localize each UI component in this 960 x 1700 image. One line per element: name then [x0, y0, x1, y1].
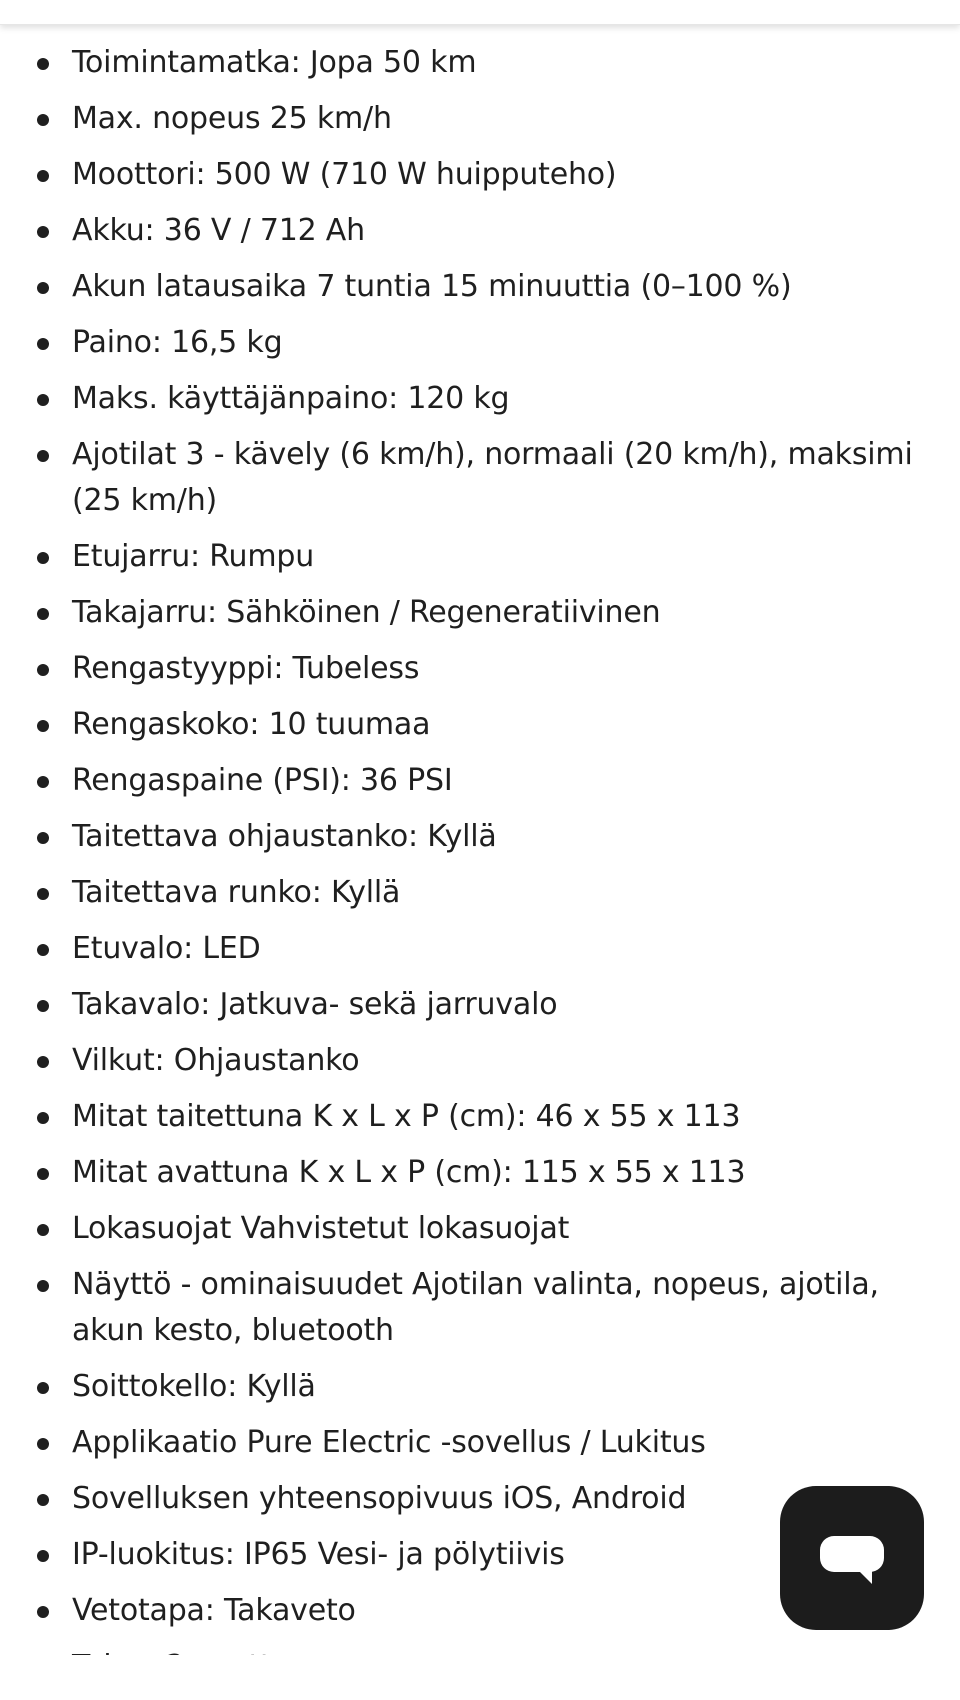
bullet-icon — [37, 1056, 49, 1068]
spec-text: Etujarru: Rumpu — [72, 539, 315, 574]
bottom-edge — [0, 1655, 960, 1679]
chat-bubble-icon — [816, 1522, 888, 1594]
list-item — [0, 208, 960, 254]
bullet-icon — [37, 170, 49, 182]
chat-button[interactable] — [780, 1486, 924, 1630]
spec-text: Akun latausaika 7 tuntia 15 minuuttia (0–100 %) — [72, 269, 792, 304]
bullet-icon — [37, 944, 49, 956]
list-item — [0, 702, 960, 748]
spec-text: Soittokello: Kyllä — [72, 1369, 316, 1404]
bullet-icon — [37, 1112, 49, 1124]
bullet-icon — [37, 776, 49, 788]
spec-text: Takajarru: Sähköinen / Regeneratiivinen — [72, 595, 661, 630]
list-item — [0, 96, 960, 142]
bullet-icon — [37, 608, 49, 620]
list-item — [0, 1262, 960, 1354]
spec-text: Toimintamatka: Jopa 50 km — [72, 45, 477, 80]
bullet-icon — [37, 888, 49, 900]
spec-text: Lokasuojat Vahvistetut lokasuojat — [72, 1211, 570, 1246]
bullet-icon — [37, 450, 49, 462]
list-item — [0, 376, 960, 422]
list-item — [0, 1420, 960, 1466]
list-item — [0, 1206, 960, 1252]
spec-text: Rengaspaine (PSI): 36 PSI — [72, 763, 453, 798]
bullet-icon — [37, 1550, 49, 1562]
list-item — [0, 814, 960, 860]
spec-list — [0, 40, 960, 1700]
bullet-icon — [37, 552, 49, 564]
bullet-icon — [37, 1438, 49, 1450]
bullet-icon — [37, 1224, 49, 1236]
list-item — [0, 590, 960, 636]
spec-text: Takavalo: Jatkuva- sekä jarruvalo — [72, 987, 558, 1022]
list-item — [0, 534, 960, 580]
spec-text: Applikaatio Pure Electric -sovellus / Lukitus — [72, 1425, 706, 1460]
spec-text: Ajotilat 3 - kävely (6 km/h), normaali (20 km/h), maksimi (25 km/h) — [72, 437, 913, 518]
list-item — [0, 264, 960, 310]
bullet-icon — [37, 1168, 49, 1180]
bullet-icon — [37, 338, 49, 350]
spec-text: Mitat taitettuna K x L x P (cm): 46 x 55 x 113 — [72, 1099, 741, 1134]
list-item — [0, 40, 960, 86]
spec-text: Taitettava ohjaustanko: Kyllä — [72, 819, 497, 854]
spec-text: Akku: 36 V / 712 Ah — [72, 213, 365, 248]
bullet-icon — [37, 58, 49, 70]
list-item — [0, 646, 960, 692]
spec-text: Vetotapa: Takaveto — [72, 1593, 356, 1628]
spec-text: Näyttö - ominaisuudet Ajotilan valinta, nopeus, ajotila, akun kesto, bluetooth — [72, 1267, 879, 1348]
list-item — [0, 926, 960, 972]
bullet-icon — [37, 226, 49, 238]
spec-text: Etuvalo: LED — [72, 931, 261, 966]
spec-text: Rengastyyppi: Tubeless — [72, 651, 420, 686]
bullet-icon — [37, 1382, 49, 1394]
list-item — [0, 1150, 960, 1196]
spec-text: Maks. käyttäjänpaino: 120 kg — [72, 381, 510, 416]
bullet-icon — [37, 832, 49, 844]
bullet-icon — [37, 1280, 49, 1292]
spec-text: Moottori: 500 W (710 W huipputeho) — [72, 157, 617, 192]
list-item — [0, 870, 960, 916]
list-item — [0, 152, 960, 198]
list-item — [0, 1364, 960, 1410]
bullet-icon — [37, 1494, 49, 1506]
spec-text: Mitat avattuna K x L x P (cm): 115 x 55 x 113 — [72, 1155, 746, 1190]
spec-text: Vilkut: Ohjaustanko — [72, 1043, 360, 1078]
bullet-icon — [37, 720, 49, 732]
list-item — [0, 1094, 960, 1140]
list-item — [0, 432, 960, 524]
bullet-icon — [37, 114, 49, 126]
bullet-icon — [37, 1000, 49, 1012]
bullet-icon — [37, 1606, 49, 1618]
bullet-icon — [37, 664, 49, 676]
bullet-icon — [37, 394, 49, 406]
spec-text: Taitettava runko: Kyllä — [72, 875, 401, 910]
spec-text: IP-luokitus: IP65 Vesi- ja pölytiivis — [72, 1537, 565, 1572]
spec-text: Rengaskoko: 10 tuumaa — [72, 707, 431, 742]
top-bar-edge — [0, 0, 960, 25]
spec-text: Sovelluksen yhteensopivuus iOS, Android — [72, 1481, 687, 1516]
spec-text: Paino: 16,5 kg — [72, 325, 283, 360]
list-item — [0, 982, 960, 1028]
list-item — [0, 758, 960, 804]
bullet-icon — [37, 282, 49, 294]
list-item — [0, 1038, 960, 1084]
list-item — [0, 320, 960, 366]
spec-text: Max. nopeus 25 km/h — [72, 101, 392, 136]
